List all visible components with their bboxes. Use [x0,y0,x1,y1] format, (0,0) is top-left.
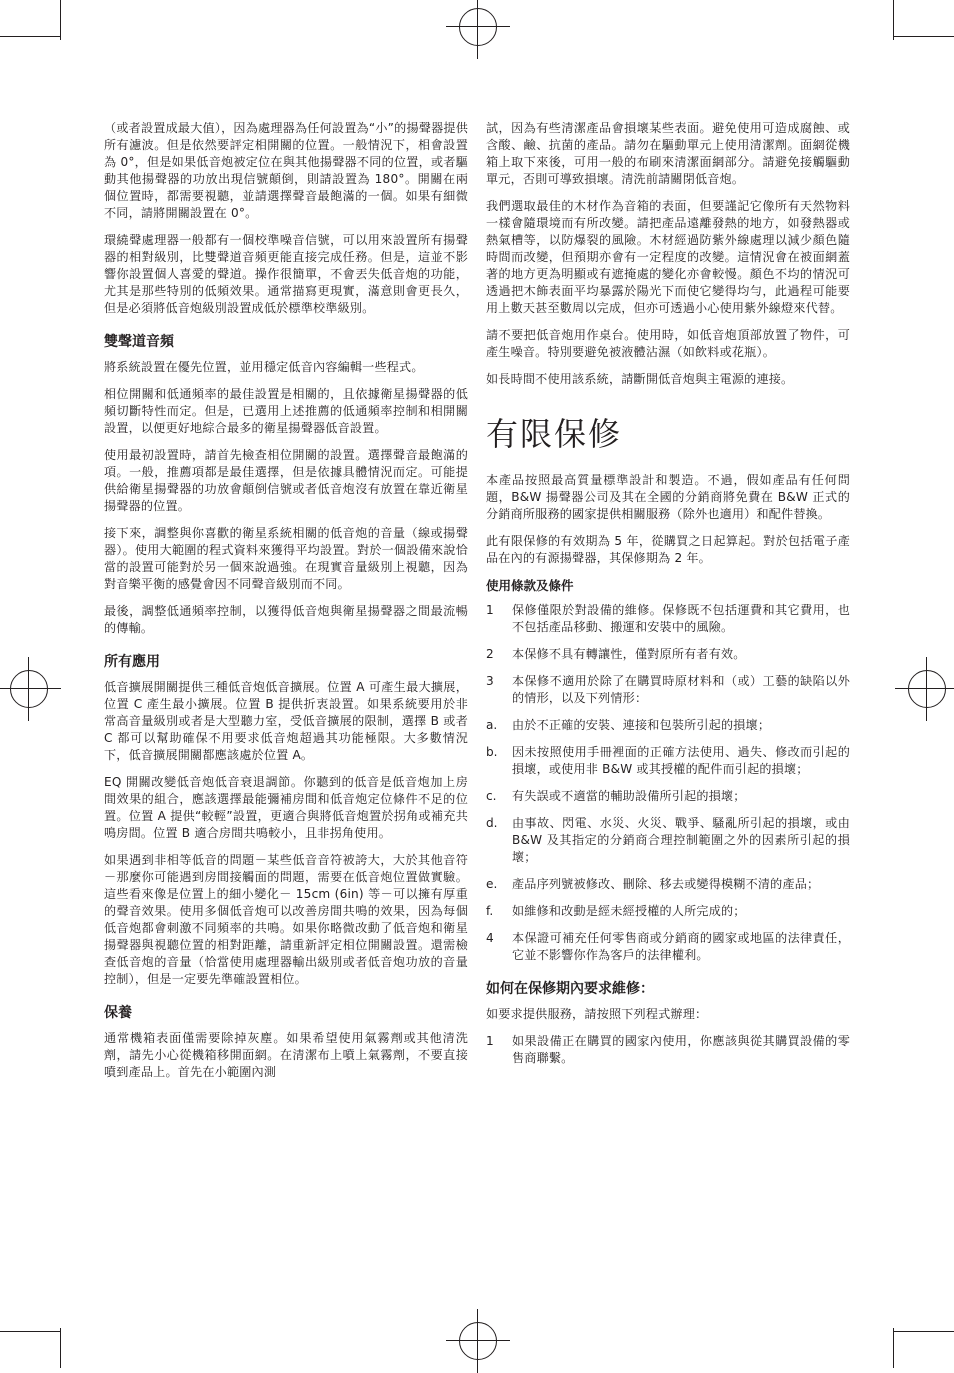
crop-mark [894,1331,954,1332]
warranty-title: 有限保修 [486,415,623,453]
list-item-text: 如果設備正在購買的國家內使用，你應該與從其購買設備的零售商聯繫。 [512,1034,850,1065]
paragraph: 相位開關和低通頻率的最佳設置是相關的，且依據衛星揚聲器的低頻切斷特性而定。但是，已選用上述推薦的低通頻率控制和相開關設置，以便更好地綜合最多的衛星揚聲器低音設置。 [104,387,468,435]
list-item-text: 由於不正確的安裝、連接和包裝所引起的損壞； [512,718,771,732]
list-item [486,646,850,663]
list-item-marker: e. [486,877,498,891]
paragraph: 請不要把低音炮用作桌台。使用時，如低音炮頂部放置了物件，可產生噪音。特別要避免被液體沾濕（如飲料或花瓶）。 [486,328,850,359]
crop-mark [893,1328,894,1368]
list-item [486,903,850,920]
list-item-marker: 1 [486,603,494,617]
paragraph: 此有限保修的有效期為 5 年，從購買之日起算起。對於包括電子產品在內的有源揚聲器，其保修期為 2 年。 [486,534,850,565]
list-item-marker: 2 [486,647,494,661]
list-item-marker: d. [486,816,498,830]
registration-mark-left [10,670,48,708]
list-item [486,930,850,964]
list-item [486,788,850,805]
list-item-text: 本保修不具有轉讓性，僅對原所有者有效。 [512,647,746,661]
list-item [486,673,850,707]
list-item-text: 本保修不適用於除了在購買時原材料和（或）工藝的缺陷以外的情形，以及下列情形： [512,674,850,705]
registration-mark-top [459,8,497,46]
section-heading-stereo: 雙聲道音頻 [104,334,174,350]
list-item [486,717,850,734]
list-item [486,602,850,636]
registration-mark-bottom [459,1322,497,1360]
list-item-marker: 3 [486,674,494,688]
list-item-text: 因未按照使用手冊裡面的正確方法使用、過失、修改而引起的損壞，或使用非 B&W 或其授權的配件而引起的損壞； [512,745,850,776]
list-item-text: 產品序列號被修改、刪除、移去或變得模糊不清的產品； [512,877,820,891]
list-item-marker: a. [486,718,498,732]
paragraph: 如要求提供服務，請按照下列程式辦理： [486,1007,708,1021]
paragraph: 本產品按照最高質量標準設計和製造。不過，假如產品有任何問題，B&W 揚聲器公司及其在全國的分銷商將免費在 B&W 正式的分銷商所服務的國家提供相關服務（除外也適用）和配件替換。 [486,473,850,521]
list-item-marker: c. [486,789,497,803]
crop-mark [60,0,61,40]
registration-mark-right [908,670,946,708]
paragraph: （或者設置成最大值），因為處理器為任何設置為“小”的揚聲器提供所有濾波。但是依然要評定相開關的位置。一般情況下，相會設置為 0°，但是如果低音炮被定位在與其他揚聲器不同的位置，或者驅動其他揚聲器的功放出現信號顛倒，則請設置為 180°。開關在兩個位置時，都需要視聽，並請選擇聲音最飽滿的一個。如果有細微不同，請將開關設置在 0°。 [104,121,468,220]
crop-mark [0,1331,60,1332]
claim-steps-list [486,1033,850,1067]
paragraph: 如果遇到非相等低音的問題－某些低音音符被誇大，大於其他音符－那麼你可能遇到房間接觸面的問題，需要在低音炮位置做實驗。這些看來像是位置上的細小變化－ 15cm (6in) 等－可以擁有厚重的聲音效果。使用多個低音炮可以改善房間共鳴的效果，因為每個低音炮都會刺激不同頻率的共鳴。如果你略微改動了低音炮和衛星揚聲器與視聽位置的相對距離，請重新評定相位開關設置。還需檢查低音炮的音量（恰當使用處理器輸出級別或者低音炮功放的音量控制），但是一定要先準確設置相位。 [104,853,468,986]
paragraph: 將系統設置在優先位置，並用穩定低音內容編輯一些程式。 [104,360,424,374]
paragraph: 最後，調整低通頻率控制，以獲得低音炮與衛星揚聲器之間最流暢的傳輸。 [104,604,468,635]
paragraph: 環繞聲處理器一般都有一個校準噪音信號，可以用來設置所有揚聲器的相對級別，比雙聲道音頻更能直接完成任務。但是，這並不影響你設置個人喜愛的聲道。操作很簡單，不會丟失低音炮的功能，尤其是那些特別的低頻效果。通常描寫更現實，滿意則會更長久，但是必須將低音炮級別設置成低於標準校準級別。 [104,233,468,315]
paragraph: EQ 開關改變低音炮低音衰退調節。你聽到的低音是低音炮加上房間效果的組合，應該選擇最能彌補房間和低音炮定位條件不足的位置。位置 A 提供“較輕”設置，更適合與將低音炮置於拐角或補充共鳴房間。位置 B 適合房間共鳴較小，且非拐角使用。 [104,775,468,840]
list-item-marker: 4 [486,931,494,945]
claim-heading: 如何在保修期內要求維修： [486,981,654,997]
section-heading-care: 保養 [104,1005,132,1021]
crop-mark [60,1328,61,1368]
list-item [486,744,850,778]
list-item-text: 保修僅限於對設備的維修。保修既不包括運費和其它費用，也不包括產品移動、搬運和安裝中的風險。 [512,603,850,634]
list-item-text: 由事故、閃電、水災、火災、戰爭、騷亂所引起的損壞，或由 B&W 及其指定的分銷商合理控制範圍之外的因素所引起的損壞； [512,816,850,864]
crop-mark [0,36,60,37]
terms-list [486,602,850,964]
paragraph: 如長時間不使用該系統，請斷開低音炮與主電源的連接。 [486,372,794,386]
right-column [486,120,850,1077]
list-item [486,1033,850,1067]
list-item-marker: 1 [486,1034,494,1048]
crop-mark [893,0,894,40]
list-item-text: 如維修和改動是經未經授權的人所完成的； [512,904,746,918]
paragraph: 試，因為有些清潔產品會損壞某些表面。避免使用可造成腐蝕、或含酸、鹼、抗菌的產品。請勿在驅動單元上使用清潔劑。面網從機箱上取下來後，可用一般的布刷來清潔面網部分。請避免接觸驅動單元，否則可導致損壞。清洗前請關閉低音炮。 [486,121,850,186]
crop-mark [894,36,954,37]
terms-heading: 使用條款及條件 [486,578,574,593]
paragraph: 通常機箱表面僅需要除掉灰塵。如果希望使用氣霧劑或其他清洗劑，請先小心從機箱移開面網。在清潔布上噴上氣霧劑，不要直接噴到產品上。首先在小範圍內測 [104,1031,468,1079]
list-item-text: 有失誤或不適當的輔助設備所引起的損壞； [512,789,746,803]
list-item [486,876,850,893]
paragraph: 使用最初設置時，請首先檢查相位開關的設置。選擇聲音最飽滿的項。一般，推薦項都是最佳選擇，但是依據具體情況而定。可能提供給衛星揚聲器的功放會顛倒信號或者低音炮沒有放置在靠近衛星揚聲器的位置。 [104,448,468,513]
paragraph: 低音擴展開關提供三種低音炮低音擴展。位置 A 可產生最大擴展，位置 C 產生最小擴展。位置 B 提供折衷設置。如果系統要用於非常高音量級別或者是大型聽力室，受低音擴展的限制，選擇 B 或者 C 都可以幫助確保不用要求低音炮超過其功能極限。大多數情況下，低音擴展開關都應該處於位置 A。 [104,680,468,762]
list-item-text: 本保證可補充任何零售商或分銷商的國家或地區的法律責任，它並不影響你作為客戶的法律權利。 [512,931,850,962]
paragraph: 接下來，調整與你喜歡的衛星系統相關的低音炮的音量（線或揚聲器）。使用大範圍的程式資料來獲得平均設置。對於一個設備來說恰當的設置可能對於另一個來說過強。在現實音量級別上視聽，因為對音樂平衡的感覺會因不同聲音級別而不同。 [104,526,468,591]
section-heading-all-applications: 所有應用 [104,654,160,670]
left-column [104,120,468,1091]
list-item-marker: b. [486,745,498,759]
list-item-marker: f. [486,904,494,918]
paragraph: 我們選取最佳的木材作為音箱的表面，但要謹記它像所有天然物料一樣會隨環境而有所改變。請把產品遠離發熱的地方，如發熱器或熱氣槽等，以防爆裂的風險。木材經過防紫外線處理以減少顏色隨時間而改變，但預期亦會有一定程度的改變。這情況會在被面網蓋著的地方更為明顯或有遮掩處的變化亦會較慢。顏色不均的情況可透過把木飾表面平均暴露於陽光下而使它變得均勻，此過程可能要用上數天甚至數周以完成，但亦可透過小心使用紫外線燈來代替。 [486,199,850,315]
list-item [486,815,850,866]
